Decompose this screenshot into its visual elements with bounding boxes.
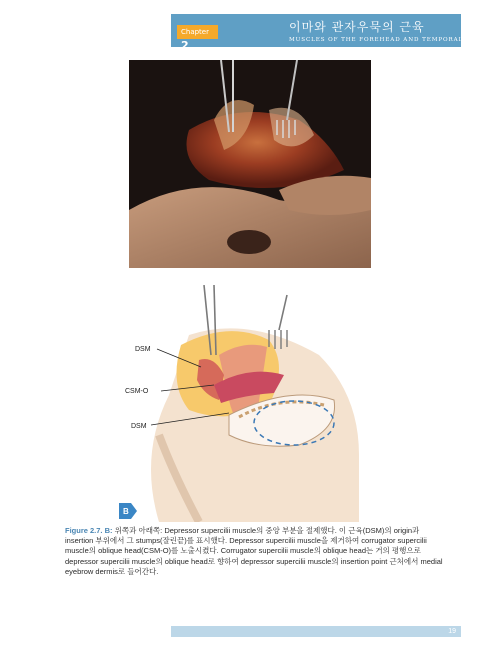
surgical-photo bbox=[129, 60, 371, 268]
label-dsm-upper: DSM bbox=[135, 346, 151, 353]
label-dsm-lower: DSM bbox=[131, 423, 147, 430]
figure-label: Figure 2.7. bbox=[65, 526, 103, 535]
chapter-subtitle: MUSCLES OF THE FOREHEAD AND TEMPORAL FOSSA bbox=[289, 37, 491, 43]
chapter-tab bbox=[177, 25, 218, 52]
page-number: 19 bbox=[448, 628, 456, 635]
label-csm-o: CSM-O bbox=[125, 388, 149, 395]
chapter-label: Chapter bbox=[181, 28, 209, 36]
figure-panel: B: bbox=[104, 526, 113, 535]
figure-caption bbox=[65, 526, 445, 577]
caption-text: 위쪽과 아래쪽: Depressor supercilii muscle의 중앙 부분을 절제했다. 이 근육(DSM)의 origin과 insertion 부위에서 그 stumps(잘린끝)를 표시했다. Depressor supercilii muscle을 제거하여 corrugator supercilii muscle의 oblique head(CSM-O)를 노출시켰다. Corrugator supercilii muscle의 oblique head는 거의 평행으로 depressor supercilii muscle의 oblique head로 향하여 depressor supercilii muscle의 insertion point 근처에서 medial eyebrow dermis로 들어간다. bbox=[65, 526, 443, 576]
anatomical-illustration bbox=[119, 285, 372, 522]
panel-marker: B bbox=[123, 507, 129, 516]
chapter-number: 2 bbox=[181, 39, 189, 52]
chapter-title: 이마와 관자우묵의 근육 bbox=[289, 20, 425, 34]
footer-bar bbox=[171, 626, 461, 637]
